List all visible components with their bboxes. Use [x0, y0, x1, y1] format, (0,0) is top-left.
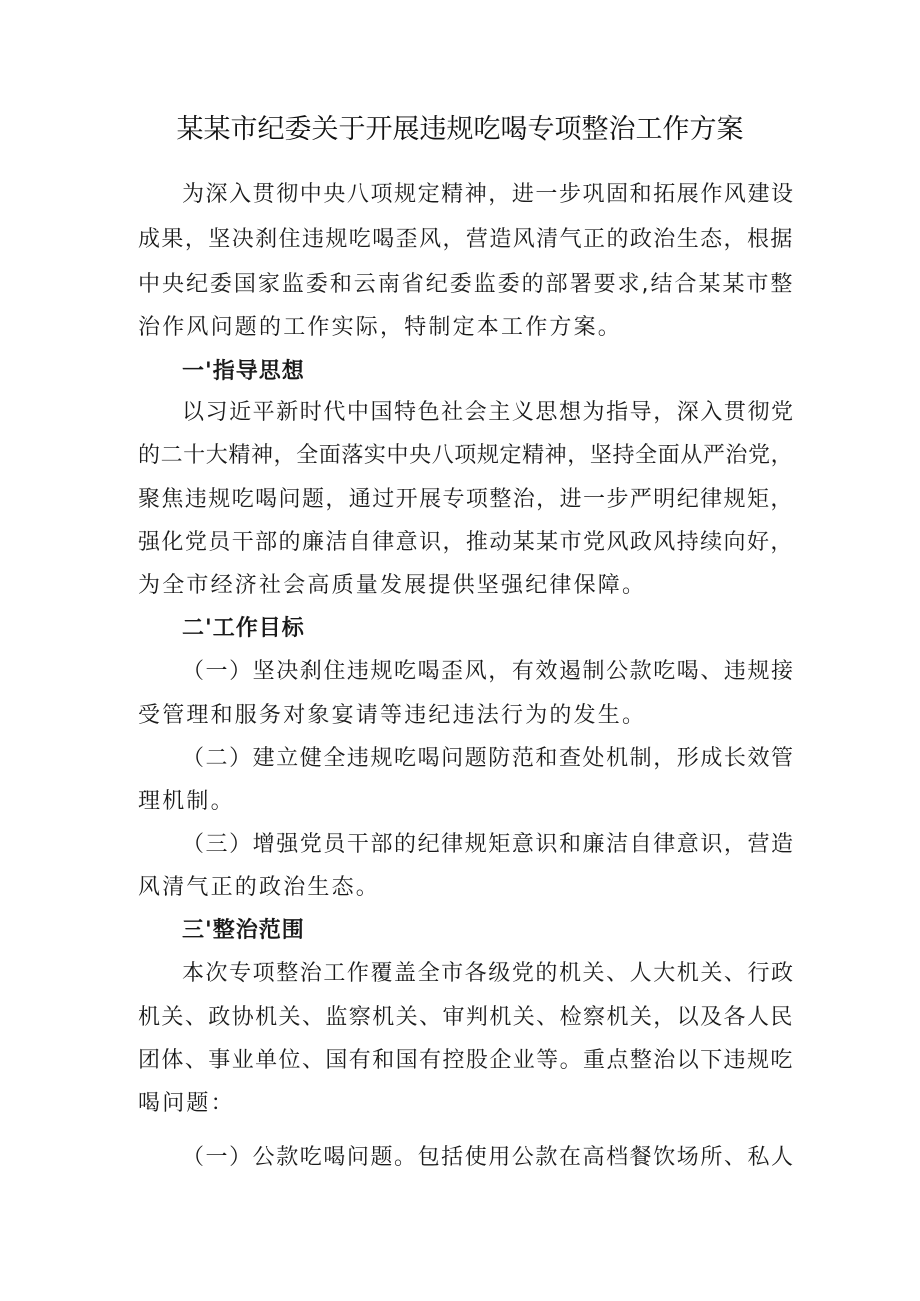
section1-line-2: 的二十大精神，全面落实中央八项规定精神，坚持全面从严治党， — [138, 443, 794, 468]
section1-line-3: 聚焦违规吃喝问题，通过开展专项整治，进一步严明纪律规矩， — [138, 487, 794, 512]
section3-line-1: 本次专项整治工作覆盖全市各级党的机关、人大机关、行政 — [182, 961, 795, 986]
section1-line-1: 以习近平新时代中国特色社会主义思想为指导，深入贯彻党 — [182, 400, 795, 425]
scope-item-1-line-1: （一）公款吃喝问题。包括使用公款在高档餐饮场所、私人 — [182, 1145, 795, 1170]
goal-item-1-line-2: 受管理和服务对象宴请等违纪违法行为的发生。 — [138, 703, 647, 728]
goal-item-3-line-2: 风清气正的政治生态。 — [138, 875, 381, 900]
section-heading-guiding-ideology: 一'指导思想 — [182, 359, 305, 384]
section3-line-3: 团体、事业单位、国有和国有控股企业等。重点整治以下违规吃 — [138, 1048, 794, 1073]
intro-line-3: 中央纪委国家监委和云南省纪委监委的部署要求,结合某某市整 — [138, 272, 795, 297]
intro-line-2: 成果，坚决刹住违规吃喝歪风，营造风清气正的政治生态，根据 — [138, 227, 794, 252]
section3-line-2: 机关、政协机关、监察机关、审判机关、检察机关，以及各人民 — [138, 1005, 794, 1030]
section1-line-5: 为全市经济社会高质量发展提供坚强纪律保障。 — [138, 573, 647, 598]
goal-item-3-line-1: （三）增强党员干部的纪律规矩意识和廉洁自律意识，营造 — [182, 832, 795, 857]
goal-item-2-line-1: （二）建立健全违规吃喝问题防范和查处机制，形成长效管 — [182, 746, 795, 771]
section1-line-4: 强化党员干部的廉洁自律意识，推动某某市党风政风持续向好， — [138, 530, 794, 555]
section-heading-work-goals: 二'工作目标 — [182, 616, 305, 641]
goal-item-1-line-1: （一）坚决刹住违规吃喝歪风，有效遏制公款吃喝、违规接 — [182, 659, 795, 684]
intro-line-1: 为深入贯彻中央八项规定精神，进一步巩固和拓展作风建设 — [182, 182, 795, 207]
section-heading-scope: 三'整治范围 — [182, 918, 305, 943]
section3-line-4: 喝问题： — [138, 1091, 235, 1116]
document-title: 某某市纪委关于开展违规吃喝专项整治工作方案 — [176, 114, 744, 145]
goal-item-2-line-2: 理机制。 — [138, 789, 235, 814]
intro-line-4: 治作风问题的工作实际，特制定本工作方案。 — [138, 315, 623, 340]
